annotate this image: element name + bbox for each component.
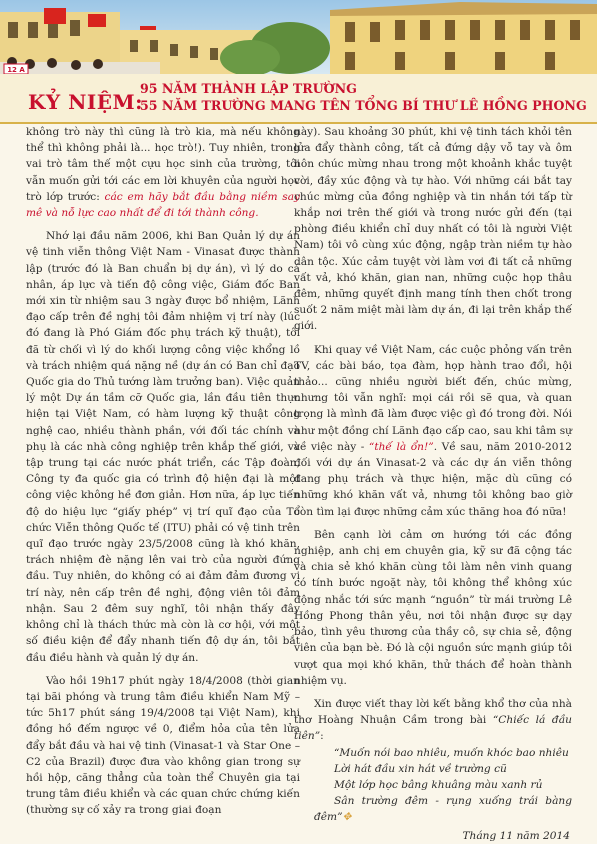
paragraph	[294, 696, 572, 745]
paragraph	[26, 124, 300, 221]
heading-line-2: 55 NĂM TRƯỜNG MANG TÊN TỔNG BÍ THƯ LÊ HỒNG PHONG	[140, 98, 587, 113]
poem-line: Một lớp học bâng khuâng màu xanh rủ	[334, 778, 543, 791]
article-date: Tháng 11 năm 2014	[462, 829, 570, 842]
poem-line: “Muốn nói bao nhiêu, muốn khóc bao nhiêu	[334, 746, 569, 759]
heading-lines	[140, 80, 587, 114]
poem-line-text: Sân trường đêm - rụng xuống trái bàng đêm”	[314, 795, 572, 824]
ornament-icon: ✥	[342, 811, 352, 824]
paragraph-text: Nhớ lại đầu năm 2006, khi Ban Quản lý dự án vệ tinh viễn thông Việt Nam - Vinasat được thành lập (trước đó là Ban chuẩn bị dự án), vì lý do cá nhân, áp lực và tiến độ công việc, Giám đốc Ban mới xin từ nhiệm sau 3 ngày được bổ nhiệm, Lãnh đạo cấp trên đề nghị tôi đảm nhiệm vị trí này (lúc đó đang là Phó Giám đốc phụ trách kỹ thuật), tôi đã từ chối vì lý do khối lượng công việc khổng lồ và trách nhiệm quá nặng nề (dự án có Ban chỉ đạo Quốc gia do Thủ tướng làm trưởng ban). Việc quản lý một Dự án tầm cỡ Quốc gia, lần đầu tiên thực hiện tại Việt Nam, có hàm lượng kỹ thuật công nghệ cao, nhiều thành phần, với đối tác chính và phụ là các nhà công nghiệp trên khắp thế giới, và tập trung tại các nước phát triển, các Tập đoàn, Công ty đa quốc gia có trình độ hiện đại là một công việc không hề đơn giản. Hơn nữa, áp lực tiến độ do hiệu lực “giấy phép” vị trí quĩ đạo của Tổ chức Viễn thông Quốc tế (ITU) phải có vệ tinh trên quĩ đạo trước ngày 23/5/2008 cũng là khó khăn, trách nhiệm đè nặng lên vai trò của người đứng đầu. Tuy nhiên, do không có ai đảm đảm đương vị trí này, nên cấp trên đề nghị, động viên tôi đảm nhận. Sau 2 đêm suy nghĩ, tôi nhận thấy đây không chỉ là thách thức mà còn là cơ hội, với một số điều kiện để đẩy nhanh tiến độ dự án, tôi bắt đầu điều hành và quản lý dự án.	[26, 230, 300, 664]
heading-line-1: 95 NĂM THÀNH LẬP TRƯỜNG	[140, 81, 357, 96]
paragraph-text: Xin được viết thay lời kết bằng khổ thơ của nhà thơ Hoàng Nhuận Cầm trong bài	[294, 697, 572, 727]
heading-label: KỶ NIỆM:	[28, 90, 144, 114]
paragraph-text: Vào hồi 19h17 phút ngày 18/4/2008 (thời gian tại bãi phóng và trung tâm điều khiển Nam Mỹ – tức 5h17 phút sáng 19/4/2008 tại Việt Nam), khi đồng hồ đếm ngược về 0, điểm hỏa của tên lửa đẩy bắt đầu và hai vệ tinh (Vinasat-1 và Star One –C2 của Brazil) được đưa vào không gian trong sự hồi hộp, căng thẳng của toàn thể Chuyên gia tại trung tâm điều khiển và các quan chức chứng kiến (thường sự cố xảy ra trong giai đoạn	[26, 674, 300, 817]
school-building-illustration	[0, 0, 597, 80]
paragraph	[294, 527, 572, 689]
paragraph-text: Khi quay về Việt Nam, các cuộc phỏng vấn trên TV, các bài báo, tọa đàm, họp hành trao đổi, hội thảo... cũng nhiều người biết đến, chúc mừng, nhưng tôi vẫn nghĩ: mọi cái rồi sẽ qua, và quan trọng là mình đã làm được việc gì đó trong đời. Nói như một đồng chí Lãnh đạo cấp cao, sau khi tâm sự về việc này -	[294, 343, 572, 453]
poem-line: Lời hát đầu xin hát về trường cũ	[334, 762, 507, 775]
right-column	[294, 124, 572, 844]
paragraph-text: :	[320, 730, 324, 743]
paragraph-text: . Về sau, năm 2010-2012 đối với dự án Vinasat-2 và các dự án viễn thông đang phụ trách và thực hiện, mặc dù cũng có những khó khăn vất vả, nhưng tôi không bao giờ còn tìm lại được những cảm xúc thăng hoa đó nữa!	[294, 440, 572, 518]
paragraph-text: này). Sau khoảng 30 phút, khi vệ tinh tách khỏi tên lửa đẩy thành công, tất cả đứng dậy vỗ tay và ôm hôn chúc mừng nhau trong một khoảnh khắc tuyệt vời, đầy xúc động và tự hào. Với những cái bắt tay chúc mừng của đồng nghiệp và tin nhắn tới tấp từ khắp nơi trên thế giới và trong nước gửi đến (tại phòng điều khiển chỉ duy nhất có tôi là người Việt Nam) tôi vô cùng xúc động, ngập tràn niềm tự hào dân tộc. Xúc cảm tuyệt vời làm vơi đi tất cả những vất vả, khó khăn, gian nan, những cuộc họp thâu đêm, những quyết định mang tính then chốt trong suốt 2 năm miệt mài làm dự án, đi lại trên khắp thế giới.	[294, 126, 572, 333]
poem-title: “Chiếc lá đầu tiên”	[294, 714, 573, 743]
paragraph-text: không trò này thì cũng là trò kia, mà nếu không thể thì không phải là... học trò!). Tuy nhiên, trong vai trò tâm thế một cựu học sinh của trường, tôi vẫn muốn gửi tới các em lời khuyên của người học trò lớp trước:	[26, 126, 300, 203]
paragraph	[26, 228, 300, 665]
school-banner-image	[0, 0, 597, 80]
paragraph-text: Bên cạnh lời cảm ơn hướng tới các đồng nghiệp, anh chị em chuyên gia, kỹ sư đã cộng tác và chia sẻ khó khăn cùng tôi làm nên vinh quang có tính bước ngoặt này, tôi không thể không xúc động nhắc tới sức mạnh “nguồn” từ mái trường Lê Hồng Phong thân yêu, nơi tôi nhận được sự dạy bảo, tình yêu thương của thầy cô, sự chia sẻ, động viên của bạn bè. Đó là cội nguồn sức mạnh giúp tôi vượt qua mọi khó khăn, thử thách để hoàn thành nhiệm vụ.	[294, 528, 572, 687]
paragraph-emphasis: các em hãy bắt đầu bằng niềm say mê và nỗ lực cao nhất để đi tới thành công.	[26, 190, 301, 220]
left-column	[26, 124, 300, 819]
class-sign-label: 12 A	[7, 66, 25, 74]
paragraph	[294, 124, 572, 335]
paragraph	[294, 342, 572, 520]
article-heading	[0, 74, 597, 124]
paragraph	[26, 673, 300, 819]
poem-line	[294, 793, 572, 825]
paragraph-emphasis: “thế là ổn!”	[368, 440, 434, 453]
